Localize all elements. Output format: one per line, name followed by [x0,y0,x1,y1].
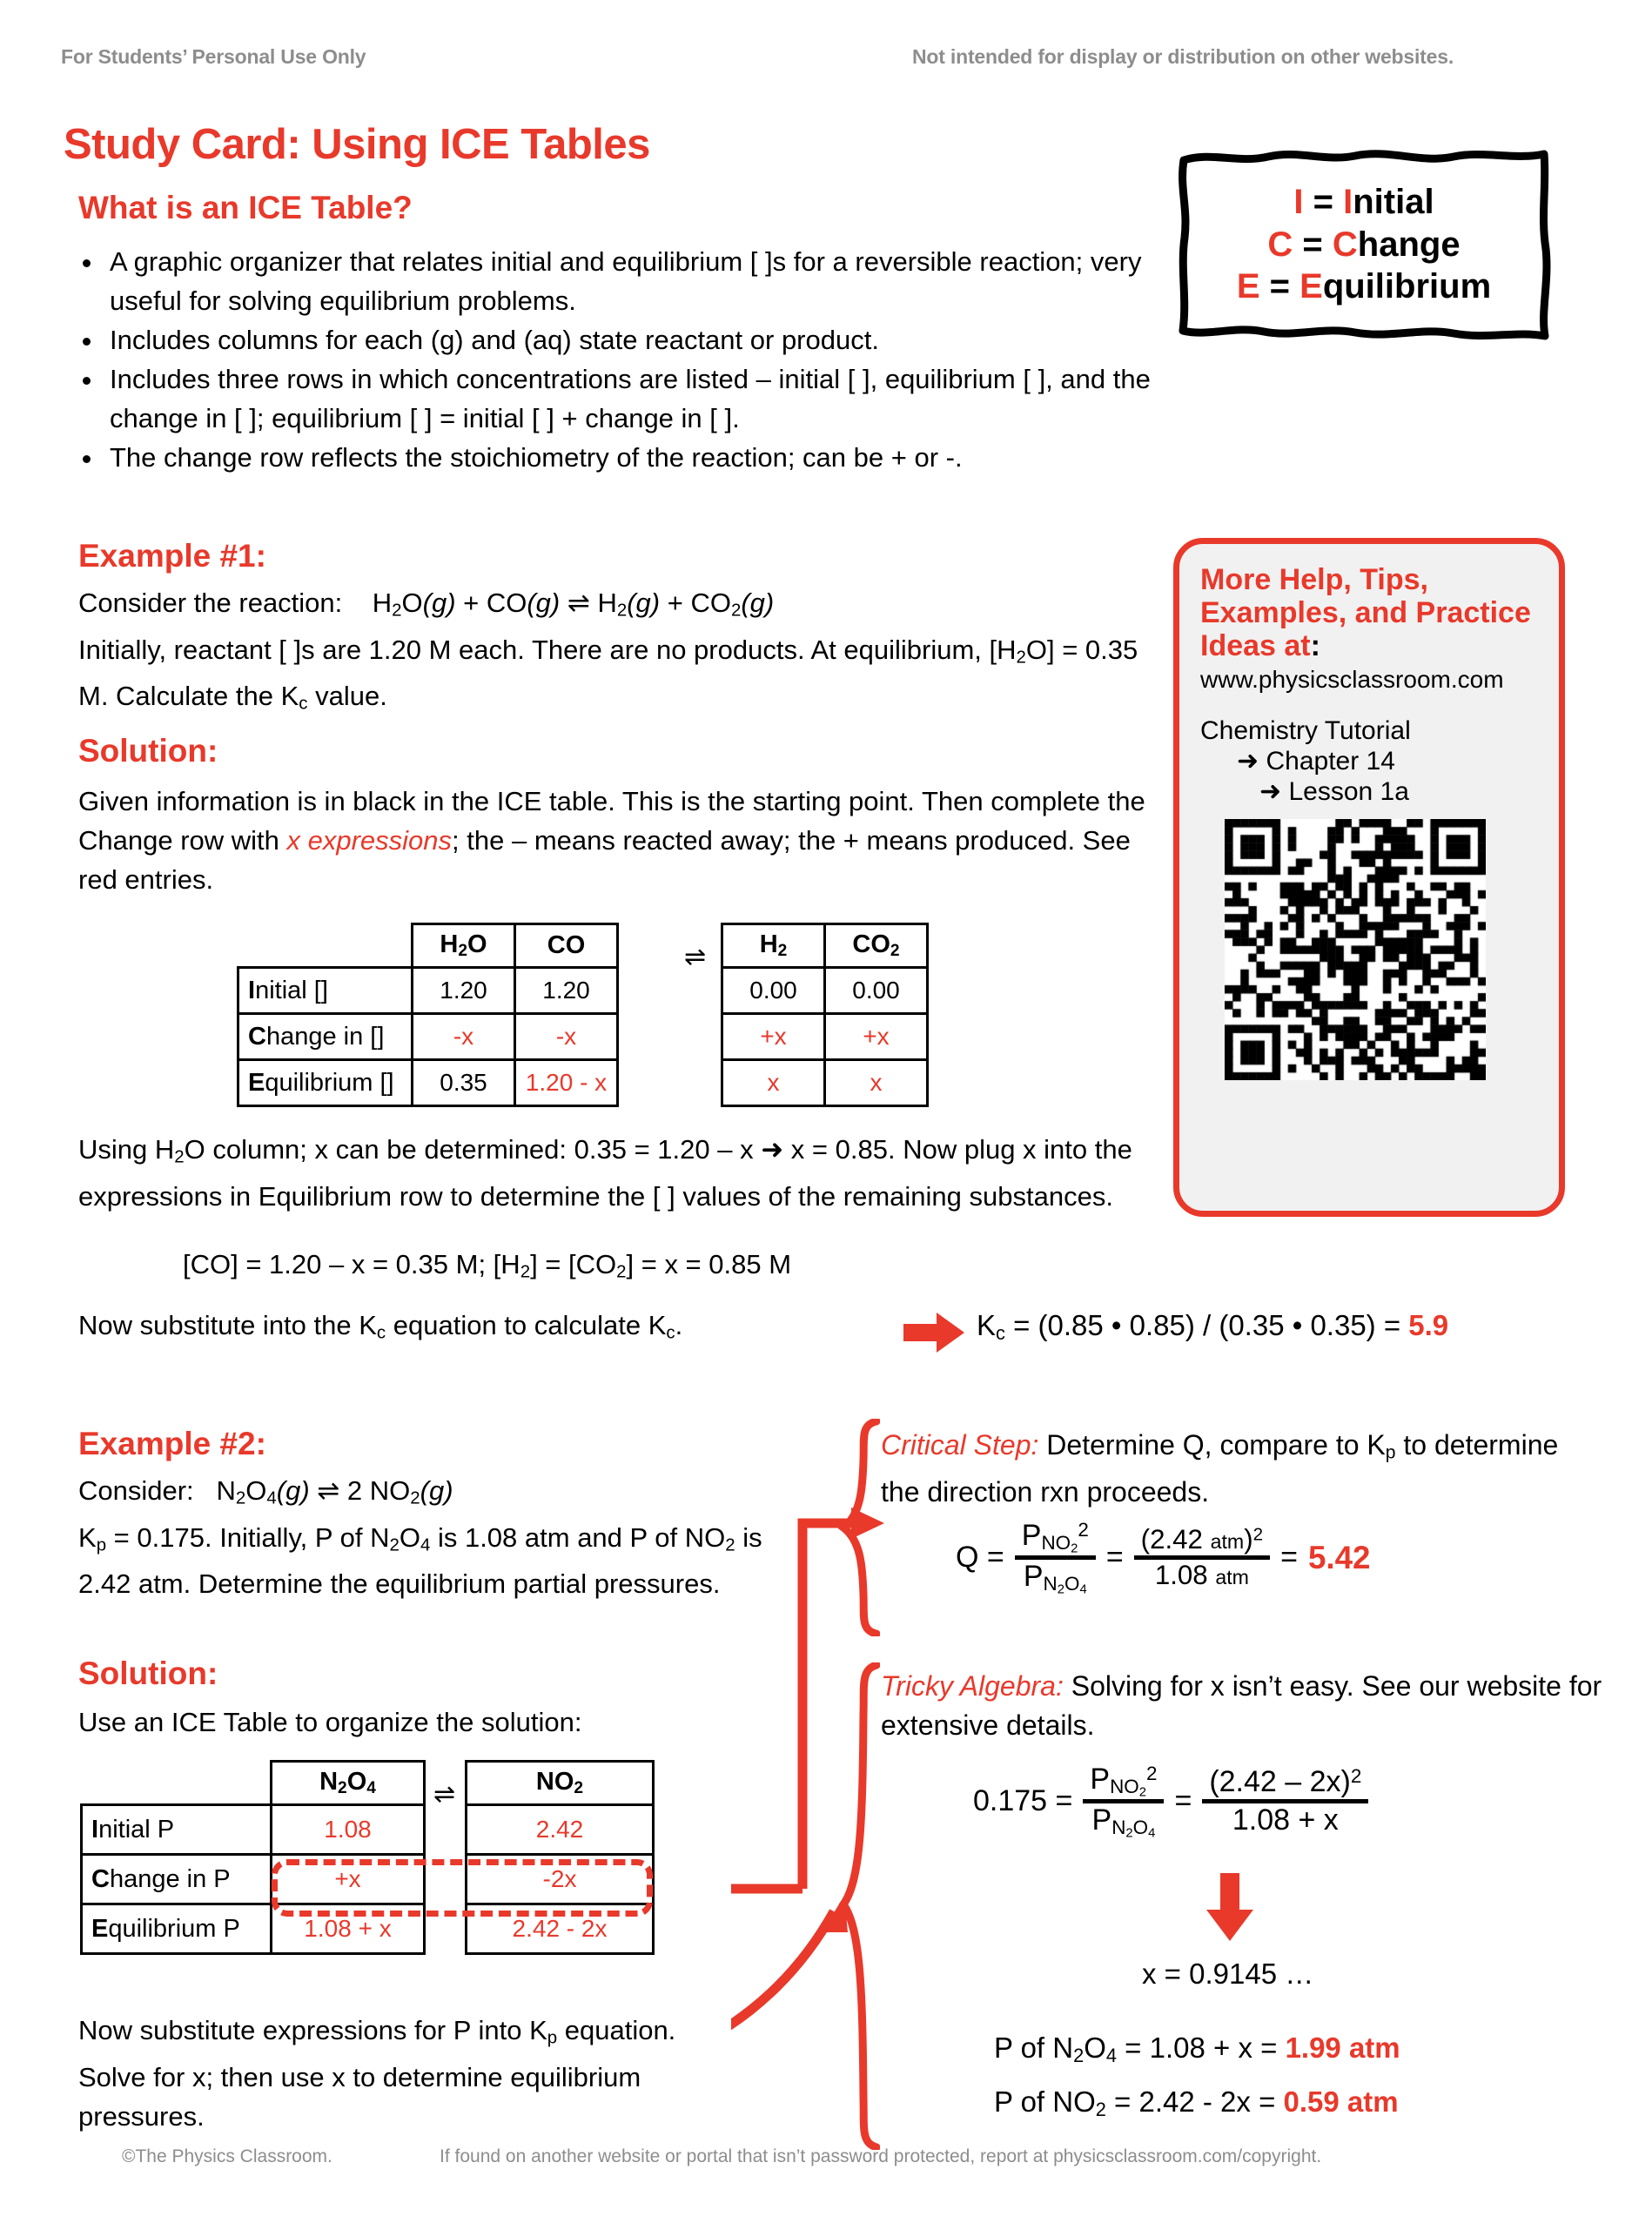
example-1-solution-heading: Solution: [78,733,218,769]
result-n2o4-value: 1.99 atm [1285,2032,1400,2064]
cell-initial-co2: 0.00 [825,968,928,1014]
connector-arrows [731,1480,905,2054]
example-1-kc-lead: Now substitute into the $K_c$ equation to calculate $K_c$. [78,1310,683,1343]
header-right-notice: Not intended for display or distribution on other websites. [912,45,1454,68]
row-label-letter: C [91,1864,110,1893]
table-row [722,1014,928,1060]
example-1-reaction: $H_2O(g) + CO(g)$ ⇌ $H_2(g) + CO_2(g)$ [372,588,775,621]
column-header-n2o4: $N_2O_4$ [272,1762,425,1805]
table-header-row [722,924,928,968]
cell-change-no2: -2x [467,1855,654,1904]
q-equation [956,1519,1370,1596]
q-frac-denominator: $P_{N_2O_4}$ [1015,1555,1096,1596]
example-2-prompt-lead: Consider: [78,1475,194,1506]
right-arrow-icon-1 [903,1313,964,1353]
table-header-row [238,924,618,968]
example-1-kc-result [977,1306,1448,1353]
row-label-rest: hange in P [109,1864,231,1893]
row-label-letter: I [91,1815,99,1844]
kc-expression: $K_c = (0.85$ • 0.85) / (0.35 • 0.35) = [977,1309,1409,1344]
help-heading-red: More Help, Tips, Examples, and Practice Ideas at [1200,563,1531,662]
table-header-row [467,1762,654,1805]
q-fraction-numeric [1134,1524,1270,1591]
table-row [238,1060,618,1106]
example-1-prompt [78,583,1149,723]
ice-table-2-right [465,1760,655,1955]
section-subtitle: What is an ICE Table? [78,190,413,225]
example-2-after-table-text: Now substitute expressions for P into $K_p$ equation. Solve for x; then use x to determine equilibrium pressures. [78,2015,676,2132]
cell-initial-h2o: 1.20 [413,968,515,1014]
example-1-centered-result: [CO] = 1.20 – x = 0.35 M; $[H_2] = [CO_2] = x = 0.85$ M [183,1249,792,1282]
ice-table-2-left [80,1760,426,1955]
critical-step-note [881,1426,1603,1512]
example-2-heading: Example #2: [78,1426,266,1461]
row-label-rest: nitial P [98,1815,175,1844]
ice-definition-bullets [64,242,1170,477]
kc-value: 5.9 [1408,1309,1449,1341]
help-panel-chapter: ➜ Chapter 14 [1237,747,1395,776]
cell-eq-no2: 2.42 - 2x [467,1904,654,1954]
cell-eq-h2: x [722,1060,825,1106]
critical-step-text: Determine Q, compare to K [1038,1429,1386,1461]
list-item: • The change row reflects the stoichiometry of the reaction; can be + or -. [104,438,1170,477]
row-label-rest: nitial [] [255,976,328,1004]
empty-corner-cell [238,924,413,968]
example-2-reaction: $N_2O_4(g)$ ⇌ 2 $NO_2(g)$ [216,1475,453,1508]
table-header-row [82,1762,425,1805]
example-1-after-table-text: Using $H_2O$ column; x can be determined: 0.35 = 1.20 – x ➜ x = 0.85. Now plug x into the expressions in Equilibrium row to determine the [ ] values of the remaining substances. [78,1134,1132,1212]
change-row-highlight [272,1859,653,1917]
q-num-values: (2.42 atm)$^2$ [1140,1524,1264,1555]
row-label-letter: C [248,1022,266,1051]
footer-copyright: ©The Physics Classroom. [122,2146,332,2166]
kp-num-values: (2.42 – 2x)$^2$ [1209,1765,1362,1799]
ice-legend-line-equilibrium: E = Equilibrium [1236,267,1492,306]
critical-step-text2: to determine the direction rxn proceeds. [881,1429,1559,1508]
column-header-h2o: $H_2O$ [413,924,515,968]
kp-frac-denominator: $P_{N_2O_4}$ [1083,1799,1164,1840]
kp-den-values: 1.08 + x [1202,1799,1368,1837]
row-label-letter: I [248,976,256,1004]
cell-change-h2o: -x [413,1014,515,1060]
help-panel-url[interactable]: www.physicsclassroom.com [1200,666,1504,693]
q-equation-lhs: Q = [956,1541,1004,1575]
result-no2-value: 0.59 atm [1283,2085,1399,2118]
kp-fraction-symbolic [1083,1763,1164,1840]
row-label-change-p [82,1855,272,1904]
example-1-heading: Example #1: [78,538,266,574]
row-label-equilibrium-p [82,1904,272,1954]
critical-step-sub: p [1385,1442,1396,1463]
example-1-prompt-lead: Consider the reaction: [78,588,343,618]
empty-corner-cell [82,1762,272,1805]
example-2-solution-text: Use an ICE Table to organize the solution: [78,1707,582,1737]
ice-legend-lines [1177,146,1551,343]
solution-emphasis: x expressions [286,825,453,856]
more-help-panel[interactable] [1173,538,1565,1217]
help-panel-heading [1200,563,1541,662]
x-result: x = 0.9145 … [1142,1958,1314,1990]
q-frac-numerator: $P_{NO_2}^2$ [1021,1519,1089,1556]
example-2-solution-heading: Solution: [78,1655,218,1691]
kp-frac-numerator: $P_{NO_2}^2$ [1090,1763,1158,1800]
result-n2o4 [994,2028,1400,2075]
footer-notice: If found on another website or portal that isn’t password protected, report at physicsclassroom.com/copyright. [440,2146,1322,2166]
q-equals-2: = [1280,1541,1298,1575]
cell-initial-h2: 0.00 [722,968,825,1014]
cell-change-co2: +x [825,1014,928,1060]
kp-equation-lhs: 0.175 = [973,1784,1073,1818]
cell-change-co: -x [515,1014,618,1060]
table-row [82,1805,425,1855]
ice-legend-line-initial: I = Initial [1293,182,1434,221]
column-header-h2: $H_2$ [722,924,825,968]
solution-text-part1: Given information is in black in the ICE table. This is the starting point. Then complete the Change row with [78,786,1145,856]
qr-code-icon[interactable] [1225,819,1486,1080]
tricky-algebra-note [881,1667,1612,1745]
help-panel-lesson: ➜ Lesson 1a [1259,777,1409,806]
result-no2-label: P of $NO_2 = 2.42 - 2x$ = [994,2085,1284,2120]
list-item: • Includes columns for each (g) and (aq) state reactant or product. [104,320,1170,359]
row-label-rest: quilibrium P [108,1914,240,1943]
row-label-rest: hange in [] [265,1022,385,1051]
ice-legend-line-change: C = Change [1267,225,1461,264]
equilibrium-arrow-icon-2: ⇌ [433,1780,456,1809]
help-heading-colon: : [1310,629,1320,662]
down-arrow-icon [1206,1873,1253,1941]
equilibrium-arrow-icon-1: ⇌ [684,943,707,971]
cell-change-n2o4: +x [272,1855,425,1904]
example-1-prompt-rest: Initially, reactant [ ]s are 1.20 M each. There are no products. At equilibrium, $[H_2O] = 0.35$ M. Calculate the $K_c$ value. [78,634,1138,714]
cell-initial-no2: 2.42 [467,1805,654,1855]
q-den-values: 1.08 atm [1134,1555,1270,1591]
table-row [722,1060,928,1106]
solution-text-part2: ; the – means reacted away; the + means produced. See red entries. [78,825,1131,895]
tricky-algebra-label: Tricky Algebra: [881,1670,1064,1702]
list-item: • A graphic organizer that relates initial and equilibrium [ ]s for a reversible reaction; very useful for solving equilibrium problems. [104,242,1170,320]
q-fraction-symbolic [1015,1519,1096,1596]
cell-eq-co2: x [825,1060,928,1106]
table-row [467,1805,654,1855]
table-row [722,968,928,1014]
row-label-change [238,1014,413,1060]
row-label-initial-p [82,1805,272,1855]
row-label-letter: E [91,1914,109,1943]
page-title: Study Card: Using ICE Tables [64,121,650,168]
q-result-value: 5.42 [1307,1539,1371,1575]
kp-equals-1: = [1174,1784,1192,1818]
result-no2 [994,2082,1399,2129]
kp-fraction-numeric [1202,1765,1368,1837]
column-header-co: CO [515,924,618,968]
row-label-rest: quilibrium [] [265,1068,394,1097]
ice-table-1-left [237,923,619,1107]
cell-initial-n2o4: 1.08 [272,1805,425,1855]
ice-table-1-right [721,923,929,1107]
help-panel-tutorial: Chemistry Tutorial [1200,716,1411,745]
cell-eq-n2o4: 1.08 + x [272,1904,425,1954]
table-row [238,1014,618,1060]
ice-legend-box [1177,146,1551,343]
row-label-letter: E [248,1068,265,1097]
cell-change-h2: +x [722,1014,825,1060]
critical-step-label: Critical Step: [881,1429,1039,1461]
example-2-prompt-rest: $K_p = 0.175$. Initially, P of $N_2O_4$ is 1.08 atm and P of $NO_2$ is 2.42 atm. Determine the equilibrium partial pressures. [78,1521,762,1599]
cell-eq-h2o: 0.35 [413,1060,515,1106]
header-left-notice: For Students’ Personal Use Only [61,45,366,68]
list-item: • Includes three rows in which concentrations are listed – initial [ ], equilibrium [ ], and the change in [ ]; equilibrium [ ] = initial [ ] + change in [ ]. [104,359,1170,438]
tricky-algebra-text: Solving for x isn’t easy. See our website for extensive details. [881,1670,1602,1741]
row-label-initial [238,968,413,1014]
column-header-co2: $CO_2$ [825,924,928,968]
row-label-equilibrium [238,1060,413,1106]
kp-equation [973,1763,1368,1840]
column-header-no2: $NO_2$ [467,1762,654,1805]
q-equals-1: = [1105,1541,1124,1575]
result-n2o4-label: P of $N_2O_4 = 1.08 + x$ = [994,2032,1286,2066]
cell-eq-co: 1.20 - x [515,1060,618,1106]
cell-initial-co: 1.20 [515,968,618,1014]
example-2-prompt [78,1471,766,1603]
example-1-solution-text [78,782,1149,899]
table-row [238,968,618,1014]
